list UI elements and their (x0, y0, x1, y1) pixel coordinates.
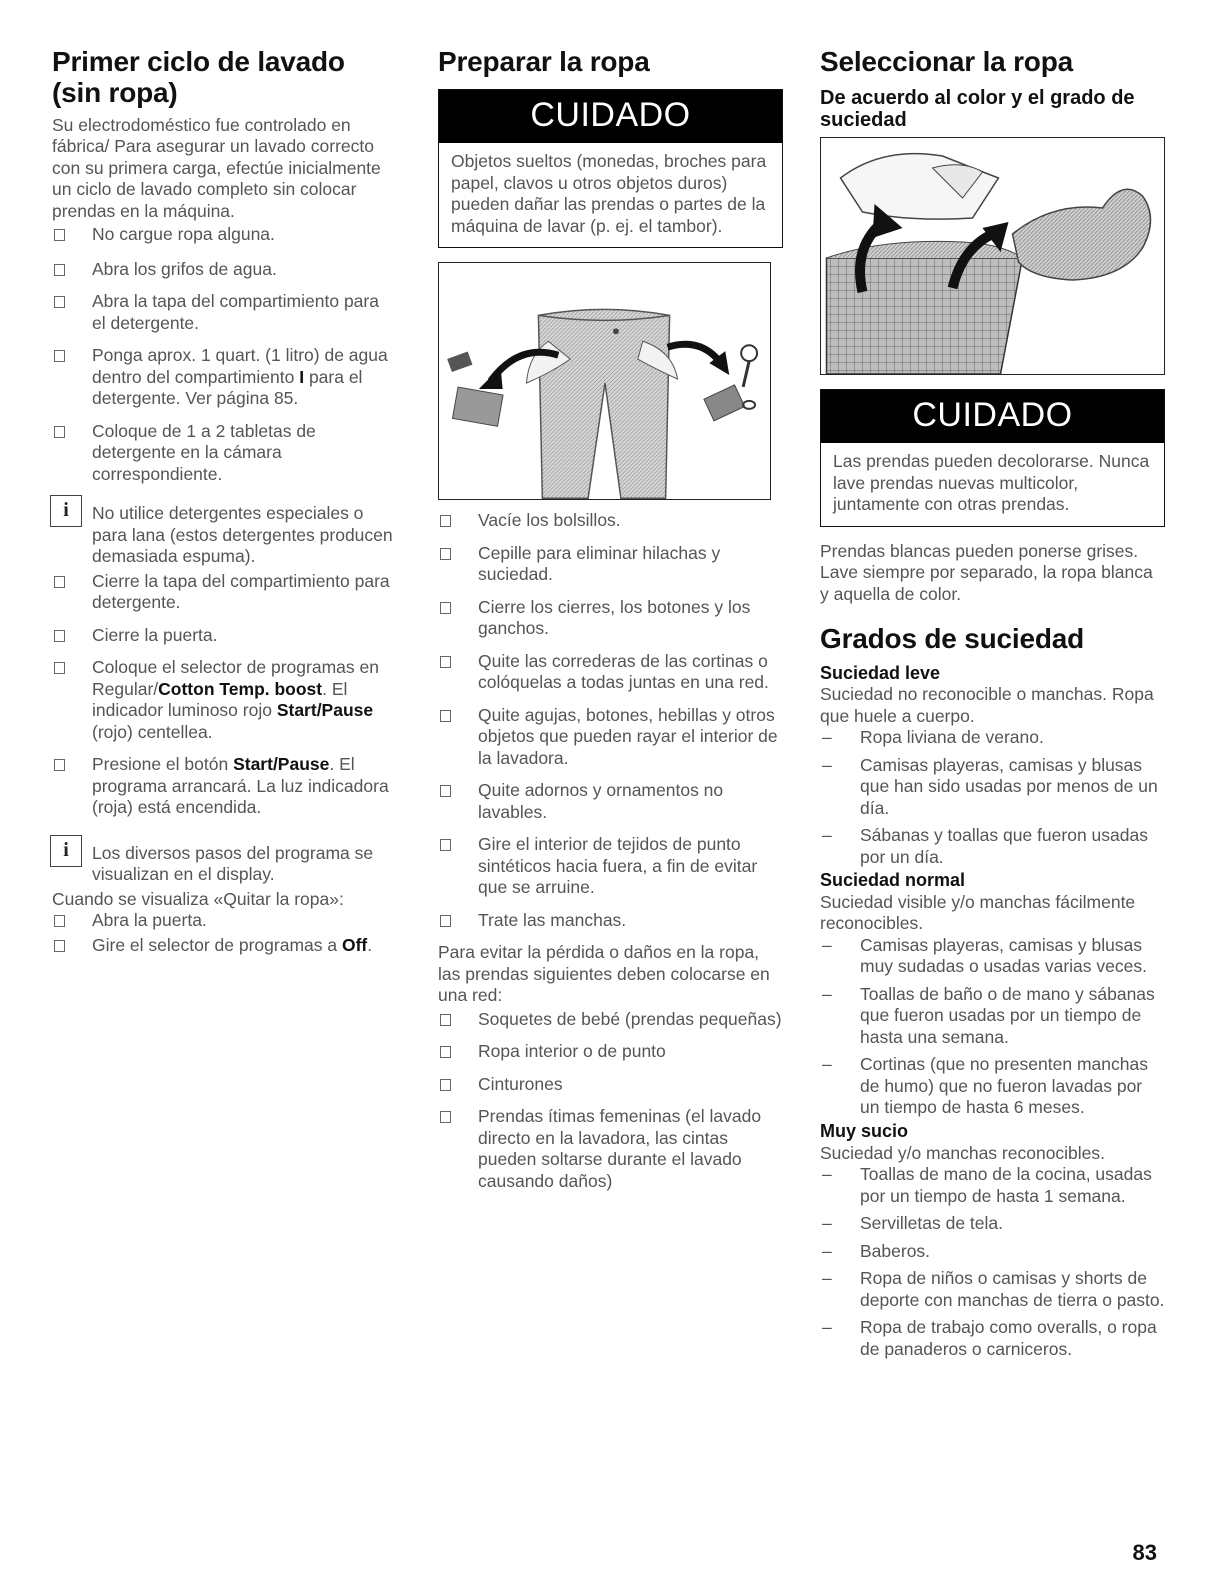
section-title-first-cycle: Primer ciclo de lavado (sin ropa) (52, 46, 345, 109)
checkbox-icon (440, 548, 451, 560)
section-title-select: Seleccionar la ropa (820, 46, 1073, 77)
caution-header: CUIDADO (439, 90, 782, 143)
caution-box-objects (438, 89, 783, 248)
light-soil-item: – Camisas playeras, camisas y blusas que han sido usadas por menos de un día. (822, 754, 1158, 818)
checkbox-icon (54, 662, 65, 674)
info-note-display: i Los diversos pasos del programa se visualizan en el display. (52, 843, 397, 886)
info-icon: i (50, 495, 82, 527)
checkbox-icon (440, 1046, 451, 1058)
checkbox-icon (440, 710, 451, 722)
pants-pockets-illustration (438, 262, 771, 500)
checkbox-icon (440, 1014, 451, 1026)
prep-item: Vacíe los bolsillos. (438, 510, 783, 532)
laundry-basket-illustration (820, 137, 1165, 375)
prep-item: Trate las manchas. (438, 910, 783, 932)
checkbox-icon (440, 1111, 451, 1123)
net-intro: Para evitar la pérdida o daños en la ropa, las prendas siguientes deben colocarse en una red: (438, 942, 770, 1006)
checkbox-icon (54, 296, 65, 308)
prep-item: Cepille para eliminar hilachas y suciedad. (438, 543, 783, 586)
section-title-prepare: Preparar la ropa (438, 46, 650, 77)
caution-box-colors (820, 389, 1165, 527)
heavy-soil-item: – Ropa de niños o camisas y shorts de deporte con manchas de tierra o pasto. (822, 1268, 1165, 1310)
light-soil-item: – Ropa liviana de verano. (822, 727, 1044, 748)
heavy-soil-text: Suciedad y/o manchas reconocibles. (820, 1142, 1106, 1163)
info-note-detergents: i No utilice detergentes especiales o para lana (estos detergentes producen demasiada espuma). (52, 503, 397, 568)
net-item: Soquetes de bebé (prendas pequeñas) (438, 1009, 783, 1031)
prep-item: Quite las correderas de las cortinas o colóquelas a todas juntas en una red. (438, 651, 783, 694)
checkbox-icon (440, 515, 451, 527)
step-open-lid: Abra la tapa del compartimiento para el detergente. (52, 291, 397, 334)
net-item: Cinturones (438, 1074, 783, 1096)
caution-header: CUIDADO (821, 390, 1164, 443)
net-item: Ropa interior o de punto (438, 1041, 783, 1063)
whites-note: Prendas blancas pueden ponerse grises. Lave siempre por separado, la ropa blanca y aquella de color. (820, 540, 1153, 604)
caution-text: Objetos sueltos (monedas, broches para papel, clavos u otros objetos duros) pueden dañar las prendas o partes de la máquina de lavar (p. ej. el tambor). (451, 151, 767, 236)
normal-soil-item: – Cortinas (que no presenten manchas de humo) que no fueron lavadas por un tiempo de hasta 6 meses. (822, 1054, 1148, 1118)
checkbox-icon (54, 630, 65, 642)
step-detergent-tablets: Coloque de 1 a 2 tabletas de detergente en la cámara correspondiente. (52, 421, 397, 486)
heavy-soil-title: Muy sucio (820, 1120, 909, 1141)
remove-laundry-note: Cuando se visualiza «Quitar la ropa»: (52, 888, 344, 909)
subtitle-color-soil: De acuerdo al color y el grado de suciedad (820, 87, 1135, 132)
checkbox-icon (54, 940, 65, 952)
heavy-soil-item: – Toallas de mano de la cocina, usadas por un tiempo de hasta 1 semana. (822, 1164, 1152, 1206)
step-close-door: Cierre la puerta. (52, 625, 397, 647)
net-item: Prendas ítimas femeninas (el lavado directo en la lavadora, las cintas pueden soltarse durante el lavado causando daños) (438, 1106, 783, 1192)
checkbox-icon (440, 915, 451, 927)
step-press-start: Presione el botón Start/Pause. El programa arrancará. La luz indicadora (roja) está encendida. (52, 754, 397, 819)
checkbox-icon (54, 264, 65, 276)
step-open-door: Abra la puerta. (52, 910, 397, 932)
step-add-water: Ponga aprox. 1 quart. (1 litro) de agua dentro del compartimiento I para el detergente. Ver página 85. (52, 345, 397, 410)
checkbox-icon (54, 915, 65, 927)
checkbox-icon (54, 576, 65, 588)
step-close-lid: Cierre la tapa del compartimiento para detergente. (52, 571, 397, 614)
heavy-soil-item: – Servilletas de tela. (822, 1213, 1003, 1233)
light-soil-text: Suciedad no reconocible o manchas. Ropa que huele a cuerpo. (820, 684, 1154, 726)
section-title-soil-levels: Grados de suciedad (820, 623, 1085, 655)
checkbox-icon (54, 229, 65, 241)
prep-item: Quite adornos y ornamentos no lavables. (438, 780, 783, 823)
light-soil-item: – Sábanas y toallas que fueron usadas por un día. (822, 825, 1148, 867)
step-select-program: Coloque el selector de programas en Regular/Cotton Temp. boost. El indicador luminoso rojo Start/Pause (rojo) centellea. (52, 657, 397, 743)
checkbox-icon (440, 785, 451, 797)
prep-item: Gire el interior de tejidos de punto sintéticos hacia fuera, a fin de evitar que se arruine. (438, 834, 783, 899)
checkbox-icon (54, 759, 65, 771)
step-turn-off: Gire el selector de programas a Off. (52, 935, 397, 957)
column-2 (438, 46, 783, 1203)
column-3 (820, 46, 1165, 1366)
prep-item: Quite agujas, botones, hebillas y otros objetos que pueden rayar el interior de la lavadora. (438, 705, 783, 770)
normal-soil-text: Suciedad visible y/o manchas fácilmente reconocibles. (820, 891, 1136, 934)
checkbox-icon (440, 656, 451, 668)
page-number: 83 (1132, 1540, 1157, 1565)
intro-text: Su electrodoméstico fue controlado en fábrica/ Para asegurar un lavado correcto con su primera carga, efectúe inicialmente un ciclo de lavado completo sin colocar prendas en la máquina. (52, 114, 381, 221)
step-no-laundry: No cargue ropa alguna. (52, 224, 397, 246)
checkbox-icon (440, 1079, 451, 1091)
caution-text: Las prendas pueden decolorarse. Nunca lave prendas nuevas multicolor, juntamente con otras prendas. (833, 451, 1150, 515)
light-soil-title: Suciedad leve (820, 662, 941, 683)
normal-soil-item: – Toallas de baño o de mano y sábanas que fueron usadas por un tiempo de hasta una semana. (822, 983, 1155, 1047)
column-1 (52, 46, 397, 959)
info-icon: i (50, 835, 82, 867)
heavy-soil-item: – Ropa de trabajo como overalls, o ropa de panaderos o carniceros. (822, 1317, 1157, 1359)
prep-item: Cierre los cierres, los botones y los ganchos. (438, 597, 783, 640)
checkbox-icon (440, 602, 451, 614)
normal-soil-item: – Camisas playeras, camisas y blusas muy sudadas o usadas varias veces. (822, 934, 1147, 977)
step-open-taps: Abra los grifos de agua. (52, 259, 397, 281)
checkbox-icon (440, 839, 451, 851)
checkbox-icon (54, 350, 65, 362)
checkbox-icon (54, 426, 65, 438)
normal-soil-title: Suciedad normal (820, 870, 966, 891)
heavy-soil-item: – Baberos. (822, 1240, 931, 1261)
